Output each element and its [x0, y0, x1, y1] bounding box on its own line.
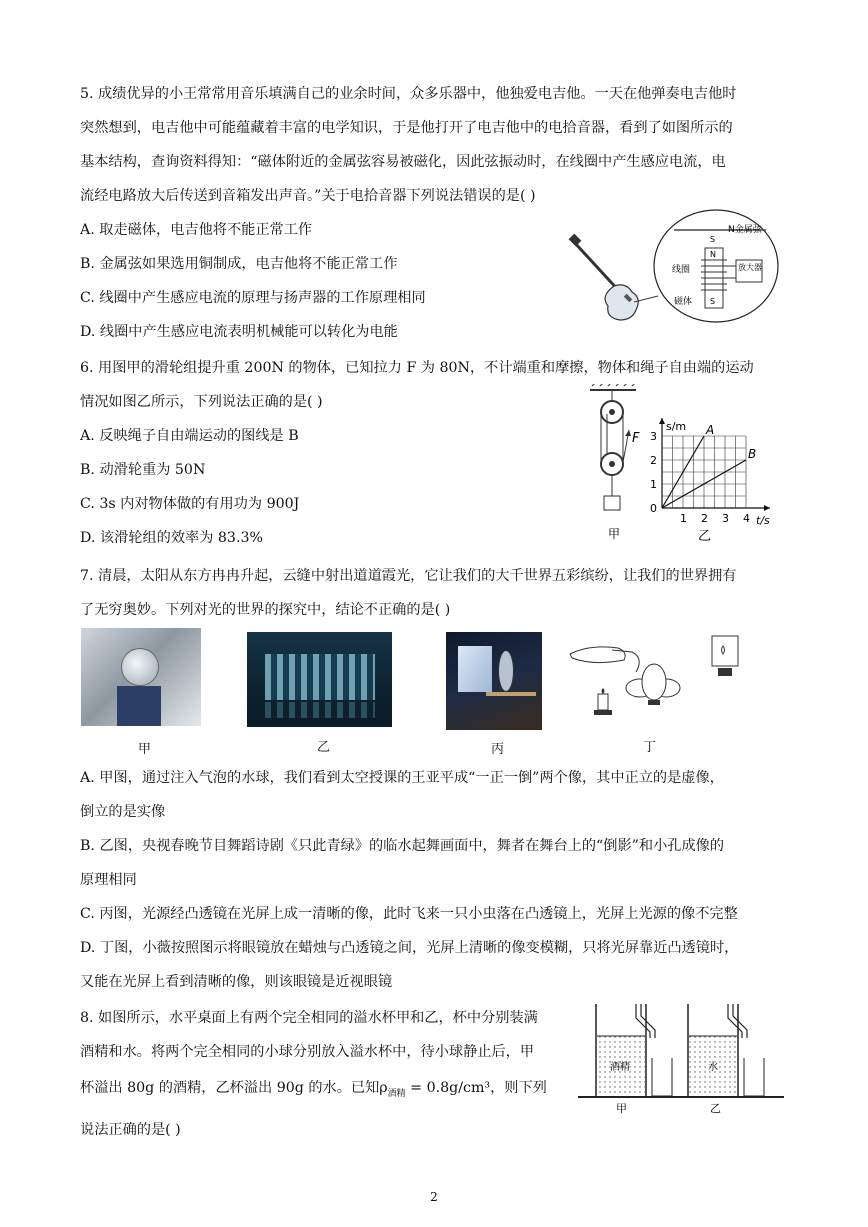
- photo-jia-space-lesson: [81, 628, 201, 726]
- pole-s-bottom: S: [710, 297, 716, 306]
- q6-option-a: A. 反映绳子自由端运动的图线是 B: [80, 428, 299, 444]
- q5-option-c: C. 线圈中产生感应电流的原理与扬声器的工作原理相同: [80, 290, 426, 306]
- guitar-pickup-figure: [566, 208, 786, 332]
- y-tick-label: 3: [650, 430, 657, 443]
- q7-option-b-cont: 原理相同: [80, 872, 137, 888]
- x-tick-label: 4: [743, 512, 750, 525]
- pickup-label-amp: 放大器: [738, 263, 762, 272]
- q8-line-2: 酒精和水。将两个完全相同的小球分别放入溢水杯中，待小球静止后，甲: [80, 1044, 535, 1060]
- overflow-cups-figure: [578, 1000, 784, 1120]
- q5-line-4: 流经电路放大后传送到音箱发出声音。”关于电拾音器下列说法错误的是( ): [80, 188, 536, 204]
- q7-caption-ding: 丁: [643, 740, 657, 755]
- guitar-icon: [569, 234, 639, 320]
- q7-caption-bing: 丙: [491, 742, 505, 757]
- force-label: F: [632, 431, 640, 446]
- y-axis-arrow: [659, 418, 665, 424]
- y-tick-label: 2: [650, 454, 657, 467]
- liquid-label-water: 水: [708, 1062, 718, 1073]
- chart-grid: [662, 436, 746, 508]
- q7-caption-yi: 乙: [317, 740, 331, 755]
- lens-candle-figure: [562, 630, 752, 720]
- q5-option-b: B. 金属弦如果选用铜制成，电吉他将不能正常工作: [80, 256, 398, 272]
- q6-line-1: 6. 用图甲的滑轮组提升重 200N 的物体，已知拉力 F 为 80N，不计端重和摩擦，物体和绳子自由端的运动: [80, 360, 754, 376]
- pickup-label-coil: 线圈: [672, 265, 691, 275]
- q8-line-3: 杯溢出 80g 的酒精，乙杯溢出 90g 的水。已知$\rho_{酒精} = 0.8g/cm^3$，则下列: [80, 1080, 547, 1099]
- q7-option-d: D. 丁图，小薇按照图示将眼镜放在蜡烛与凸透镜之间，光屏上清晰的像变模糊，只将光屏靠近凸透镜时，: [80, 940, 739, 956]
- q6-line-2: 情况如图乙所示，下列说法正确的是( ): [80, 394, 323, 410]
- x-tick-label: 2: [701, 512, 708, 525]
- q6-option-d: D. 该滑轮组的效率为 83.3%: [80, 530, 263, 546]
- x-tick-label: 3: [722, 512, 729, 525]
- q7-option-a: A. 甲图，通过注入气泡的水球，我们看到太空授课的王亚平成“一正一倒”两个像，其中正立的是虚像，: [80, 770, 724, 786]
- q7-option-a-cont: 倒立的是实像: [80, 804, 166, 820]
- y-axis-label: s/m: [666, 420, 687, 433]
- x-axis-arrow: [764, 505, 770, 511]
- q5-option-d: D. 线圈中产生感应电流表明机械能可以转化为电能: [80, 324, 398, 340]
- q7-line-1: 7. 清晨，太阳从东方冉冉升起，云缝中射出道道霞光，它让我们的大千世界五彩缤纷，让我们的世界拥有: [80, 568, 737, 584]
- q5-option-a: A. 取走磁体，电吉他将不能正常工作: [80, 222, 313, 238]
- liquid-label-alcohol: 酒精: [610, 1062, 630, 1073]
- q7-caption-jia: 甲: [138, 742, 152, 757]
- pickup-label-magnet: 磁体: [674, 297, 693, 307]
- photo-bing-lens: [446, 632, 542, 730]
- x-axis-label: t/s: [756, 514, 770, 527]
- page-number: 2: [430, 1190, 438, 1204]
- q6-option-b: B. 动滑轮重为 50N: [80, 462, 206, 478]
- q6-option-c: C. 3s 内对物体做的有用功为 900J: [80, 496, 300, 512]
- pulley-caption: 甲: [608, 527, 621, 541]
- cup-caption-yi: 乙: [710, 1102, 721, 1115]
- q8-line-1: 8. 如图所示，水平桌面上有两个完全相同的溢水杯甲和乙，杯中分别装满: [80, 1010, 538, 1026]
- q5-line-3: 基本结构，查询资料得知：“磁体附近的金属弦容易被磁化，因此弦振动时，在线圈中产生感应电流，电: [80, 154, 726, 170]
- q5-line-1: 5. 成绩优异的小王常常用音乐填满自己的业余时间，众多乐器中，他独爱电吉他。一天在他弹奏电吉他时: [80, 86, 737, 102]
- pulley-figure: [586, 384, 646, 544]
- series-label-B: B: [748, 447, 757, 461]
- q8-line-4: 说法正确的是( ): [80, 1122, 181, 1138]
- photo-yi-dance: [247, 632, 392, 727]
- q7-option-c: C. 丙图，光源经凸透镜在光屏上成一清晰的像，此时飞来一只小虫落在凸透镜上，光屏上光源的像不完整: [80, 906, 738, 922]
- density-subscript: 酒精: [387, 1088, 406, 1099]
- cup-caption-jia: 甲: [616, 1102, 627, 1115]
- q5-line-2: 突然想到，电吉他中可能蕴藏着丰富的电学知识，于是他打开了电吉他中的电拾音器，看到了如图所示的: [80, 120, 733, 136]
- y-tick-label: 1: [650, 478, 657, 491]
- pole-s-top: S: [710, 235, 716, 244]
- q7-option-b: B. 乙图，央视春晚节目舞蹈诗剧《只此青绿》的临水起舞画面中，舞者在舞台上的“倒影”和小孔成像的: [80, 838, 725, 854]
- pickup-label-string: N金属弦: [728, 225, 762, 235]
- x-tick-label: 1: [680, 512, 687, 525]
- chart-caption: 乙: [698, 529, 712, 544]
- q7-option-d-cont: 又能在光屏上看到清晰的像，则该眼镜是近视眼镜: [80, 974, 393, 990]
- pole-n: N: [710, 250, 716, 259]
- q7-line-2: 了无穷奥妙。下列对光的世界的探究中，结论不正确的是( ): [80, 602, 451, 618]
- series-label-A: A: [706, 423, 715, 437]
- motion-chart: [646, 412, 786, 544]
- y-tick-label: 0: [650, 502, 657, 515]
